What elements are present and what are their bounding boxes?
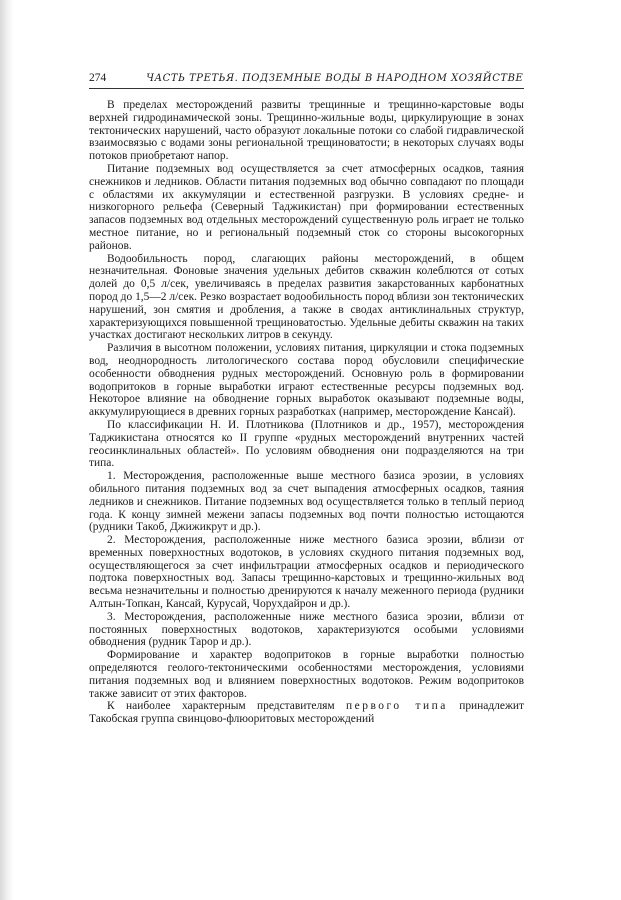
paragraph: Питание подземных вод осуществляется за счет атмосферных осадков, таяния снежников и ледников. Области питания подземных вод обычно совпадают по площади с областями их аккумуляции и естественной разгрузки. В условиях средне- и низкогорного рельефа (Северный Таджикистан) при формировании естественных запасов подземных вод отдельных месторождений существенную роль играет не только местное питание, но и региональный подземный сток со стороны высокогорных районов. <box>89 162 524 252</box>
page-header <box>89 72 524 89</box>
paragraph: В пределах месторождений развиты трещинные и трещинно-карстовые воды верхней гидродинамической зоны. Трещинно-жильные воды, циркулирующие в зонах тектонических нарушений, часто образуют локальные потоки со слабой гидравлической взаимосвязью с водами зоны региональной трещиноватости; в некоторых случаях воды потоков приобретают напор. <box>89 99 524 163</box>
spaced-emphasis: первого типа <box>346 700 448 713</box>
scan-edge-shadow <box>0 0 14 900</box>
paragraph: 3. Месторождения, расположенные ниже местного базиса эрозии, вблизи от постоянных поверхностных водотоков, характеризуются особыми условиями обводнения (рудник Тарор и др.). <box>89 610 524 649</box>
running-head: ЧАСТЬ ТРЕТЬЯ. ПОДЗЕМНЫЕ ВОДЫ В НАРОДНОМ ХОЗЯЙСТВЕ <box>146 73 524 84</box>
paragraph: Различия в высотном положении, условиях питания, циркуляции и стока подземных вод, неоднородность литологического состава пород обусловили специфические особенности обводнения рудных месторождений. Основную роль в формировании водопритоков в горные выработки играют естественные ресурсы подземных вод. Некоторое влияние на обводнение горных выработок оказывают подземные воды, аккумулирующиеся в древних горных разработках (например, месторождение Кансай). <box>89 342 524 419</box>
paragraph: Формирование и характер водопритоков в горные выработки полностью определяются геолого-тектоническими особенностями месторождения, условиями питания подземных вод и влиянием поверхностных водотоков. Режим водопритоков также зависит от этих факторов. <box>89 649 524 700</box>
paragraph: По классификации Н. И. Плотникова (Плотников и др., 1957), месторождения Таджикистана относятся ко II группе «рудных месторождений внутренних частей геосинклинальных областей». По условиям обводнения они подразделяются на три типа. <box>89 418 524 470</box>
paragraph-last-end: принадлежит Такобская группа свинцово-флюоритовых месторождений <box>89 700 524 726</box>
paragraph: Водообильность пород, слагающих районы месторождений, в общем незначительная. Фоновые значения удельных дебитов скважин колеблются от сотых долей до 0,5 л/сек, увеличиваясь в пределах развития закарстованных карбонатных пород до 1,5—2 л/сек. Резко возрастает водообильность пород вблизи зон тектонических нарушений, зон смятия и дробления, а также в сводах антиклинальных структур, характеризующихся повышенной трещиноватостью. Удельные дебиты скважин на таких участках достигают нескольких литров в секунду. <box>89 252 524 342</box>
book-page <box>89 72 524 726</box>
paragraph-last <box>89 700 524 726</box>
paragraph: 1. Месторождения, расположенные выше местного базиса эрозии, в условиях обильного питания подземных вод за счет выпадения атмосферных осадков, таяния ледников и снежников. Питание подземных вод осуществляется только в теплый период года. К концу зимней межени запасы подземных вод почти полностью истощаются (рудники Такоб, Джижикрут и др.). <box>89 470 524 534</box>
page-number: 274 <box>89 72 107 84</box>
body-text <box>89 99 524 726</box>
paragraph-last-start: К наиболее характерным представителям <box>107 700 347 713</box>
paragraph: 2. Месторождения, расположенные ниже местного базиса эрозии, вблизи от временных поверхностных водотоков, в условиях скудного питания подземных вод, осуществляющегося за счет инфильтрации атмосферных осадков и периодического подтока поверхностных вод. Запасы трещинно-карстовых и трещинно-жильных вод весьма незначительны и полностью дренируются к началу меженного периода (рудники Алтын-Топкан, Кансай, Курусай, Чорухдайрон и др.). <box>89 534 524 611</box>
